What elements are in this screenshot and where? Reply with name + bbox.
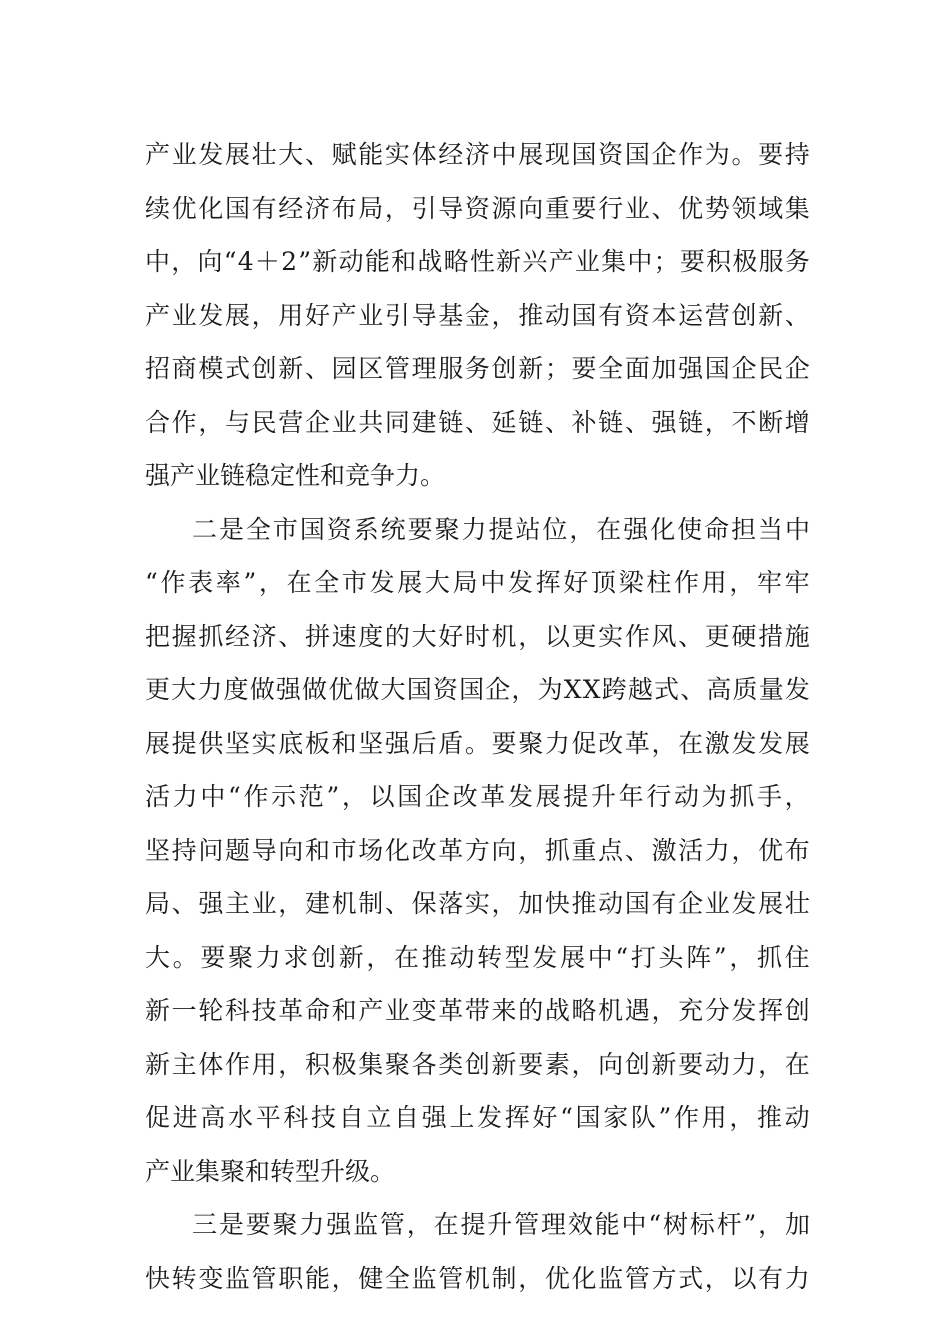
text-line: 新 一 轮 科 技 革 命 和 产 业 变 革 带 来 的 战 略 机 遇 ， 充 分 发 挥 创 [145,996,810,1025]
text-line: 合 作 ， 与 民 营 企 业 共 同 建 链 、 延 链 、 补 链 、 强 链 ， 不 断 增 [145,407,810,437]
text-line: 产 业 发 展 壮 大 、 赋 能 实 体 经 济 中 展 现 国 资 国 企 作 为 。 要 持 [145,140,810,169]
text-line: 新 主 体 作 用 ， 积 极 集 聚 各 类 创 新 要 素 ， 向 创 新 要 动 力 ， 在 [145,1049,810,1079]
text-line: 把 握 抓 经 济 、 拼 速 度 的 大 好 时 机 ， 以 更 实 作 风 、 更 硬 措 施 [145,621,810,651]
text-line: 产 业 发 展 ， 用 好 产 业 引 导 基 金 ， 推 动 国 有 资 本 运 营 创 新 、 [145,300,810,330]
text-line: 展 提 供 坚 实 底 板 和 坚 强 后 盾 。 要 聚 力 促 改 革 ， 在 激 发 发 展 [145,728,810,758]
text-line: 强产业链稳定性和竞争力。 [145,461,446,490]
text-line: 招 商 模 式 创 新 、 园 区 管 理 服 务 创 新 ； 要 全 面 加 强 国 企 民 企 [145,354,810,383]
text-line: 活 力 中 “ 作 示 范 ” ， 以 国 企 改 革 发 展 提 升 年 行 动 为 抓 手 ， [145,782,810,811]
body-text [145,128,810,1305]
text-line: 局 、 强 主 业 ， 建 机 制 、 保 落 实 ， 加 快 推 动 国 有 企 业 发 展 壮 [145,889,810,918]
text-line: 大 。 要 聚 力 求 创 新 ， 在 推 动 转 型 发 展 中 “ 打 头 阵 ” ， 抓 住 [145,942,810,972]
text-line: 产业集聚和转型升级。 [145,1156,396,1186]
text-line: 快 转 变 监 管 职 能 ， 健 全 监 管 机 制 ， 优 化 监 管 方 式 ， 以 有 力 [145,1263,810,1293]
text-line: 三 是 要 聚 力 强 监 管 ， 在 提 升 管 理 效 能 中 “ 树 标 杆 ” ， 加 [192,1210,810,1239]
text-line: “ 作 表 率 ” ， 在 全 市 发 展 大 局 中 发 挥 好 顶 梁 柱 作 用 ， 牢 牢 [145,568,810,597]
text-line: 促 进 高 水 平 科 技 自 立 自 强 上 发 挥 好 “ 国 家 队 ” 作 用 ， 推 动 [145,1103,810,1132]
text-line: 中 ， 向 “ 4 ＋ 2 ” 新 动 能 和 战 略 性 新 兴 产 业 集 中 ； 要 积 极 服 务 [145,247,810,276]
text-line: 坚 持 问 题 导 向 和 市 场 化 改 革 方 向 ， 抓 重 点 、 激 活 力 ， 优 布 [145,835,810,865]
text-line: 续 优 化 国 有 经 济 布 局 ， 引 导 资 源 向 重 要 行 业 、 优 势 领 域 集 [145,193,810,223]
text-line: 二 是 全 市 国 资 系 统 要 聚 力 提 站 位 ， 在 强 化 使 命 担 当 中 [192,514,810,544]
text-line: 更 大 力 度 做 强 做 优 做 大 国 资 国 企 ， 为 X X 跨 越 式 、 高 质 量 发 [145,675,810,704]
